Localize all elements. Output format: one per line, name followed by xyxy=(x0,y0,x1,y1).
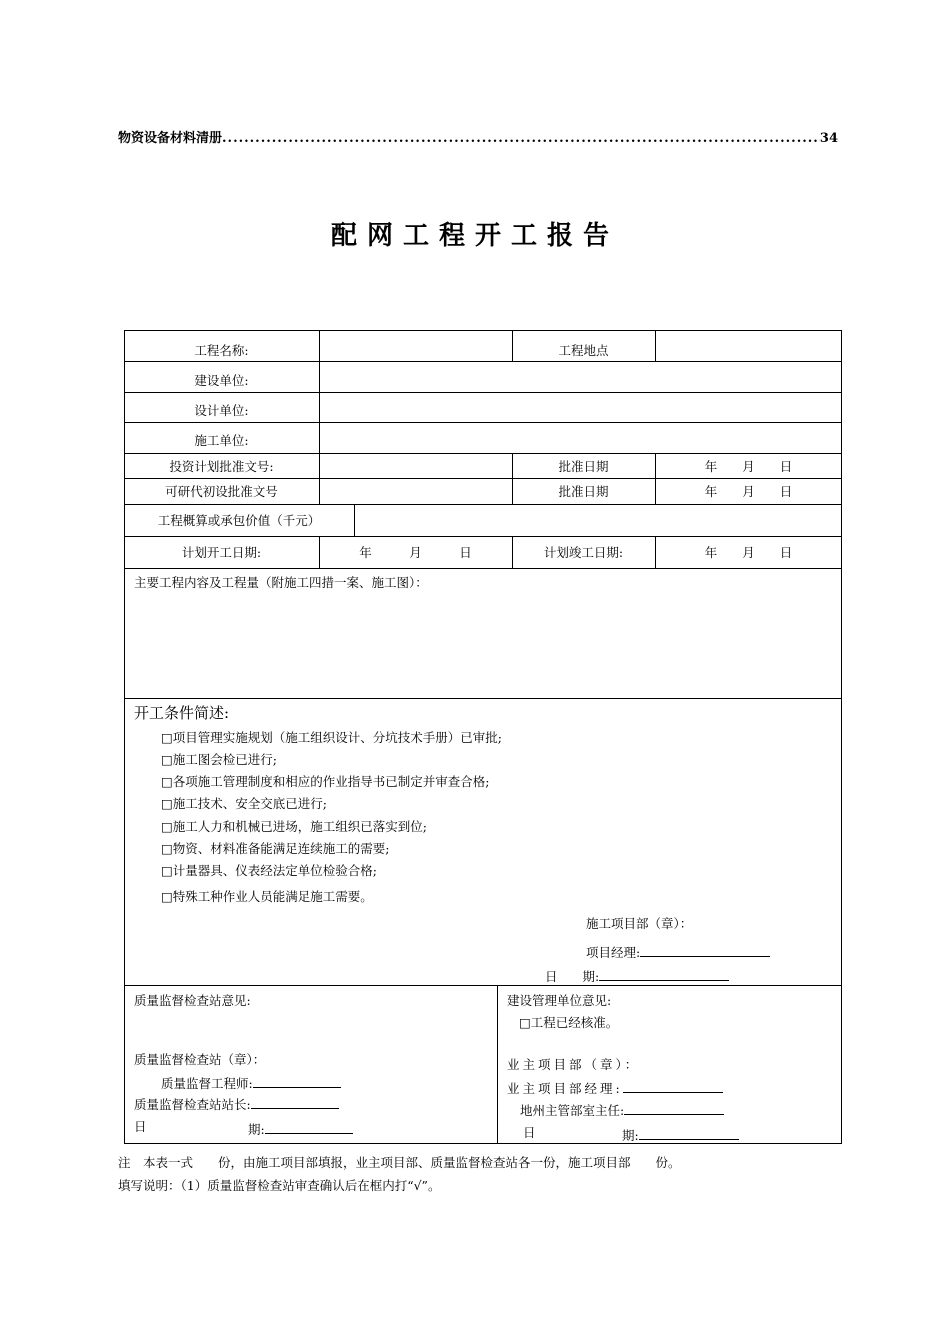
label-conditions-date: 日 期: xyxy=(545,969,600,984)
conditions-date xyxy=(545,968,729,984)
label-owner-date: 期: xyxy=(622,1128,639,1143)
owner-manager-signature xyxy=(507,1080,723,1096)
condition-item[interactable]: □计量器具、仪表经法定单位检验合格; xyxy=(161,863,378,878)
planned-start-field[interactable]: 年 月 日 xyxy=(359,545,472,560)
condition-item[interactable]: □施工人力和机械已进场，施工组织已落实到位; xyxy=(161,819,428,834)
toc-leader xyxy=(222,131,820,146)
label-owner-manager: 业主项目部经理: xyxy=(507,1081,623,1096)
owner-director-signature xyxy=(520,1102,724,1118)
note-fill-instructions: 填写说明：（1）质量监督检查站审查确认后在框内打“√”。 xyxy=(118,1178,441,1193)
row-divider xyxy=(124,698,842,699)
owner-director-line[interactable] xyxy=(624,1102,724,1115)
planned-finish-field[interactable]: 年 月 日 xyxy=(704,545,793,560)
condition-item[interactable]: □施工图会检已进行; xyxy=(161,752,278,767)
condition-item[interactable]: □施工技术、安全交底已进行; xyxy=(161,796,328,811)
label-owner-director: 地州主管部室主任: xyxy=(520,1103,625,1118)
label-investment-doc: 投资计划批准文号: xyxy=(169,458,274,474)
note-copies: 注 本表一式 份，由施工项目部填报，业主项目部、质量监督检查站各一份，施工项目部 份。 xyxy=(118,1155,681,1170)
row-divider xyxy=(124,985,842,986)
label-construction-unit: 建设单位: xyxy=(194,373,249,388)
label-feasibility-doc: 可研代初设批准文号 xyxy=(165,484,278,499)
feasibility-doc-field[interactable] xyxy=(319,478,512,504)
toc-label: 物资设备材料清册 xyxy=(118,131,223,146)
quality-engineer-signature xyxy=(161,1075,341,1091)
label-builder-unit: 施工单位: xyxy=(194,433,249,448)
label-project-manager: 项目经理: xyxy=(586,945,641,960)
condition-item[interactable]: □特殊工种作业人员能满足施工需要。 xyxy=(161,889,373,904)
construction-unit-field[interactable] xyxy=(319,361,842,392)
owner-dept-seal: 业主项目部（章）： xyxy=(507,1057,641,1072)
toc-entry[interactable] xyxy=(118,127,838,146)
label-approval-date-1: 批准日期 xyxy=(558,458,609,474)
label-quality-engineer: 质量监督工程师: xyxy=(161,1076,253,1091)
label-project-site: 工程地点 xyxy=(558,343,609,358)
label-quality-opinion: 质量监督检查站意见: xyxy=(134,993,251,1008)
project-manager-signature xyxy=(586,944,770,960)
project-name-field[interactable] xyxy=(319,330,512,361)
label-main-content: 主要工程内容及工程量（附施工四措一案、施工图）： xyxy=(134,575,428,590)
condition-item[interactable]: □物资、材料准备能满足连续施工的需要; xyxy=(161,841,390,856)
label-approval-date-2: 批准日期 xyxy=(558,484,609,499)
quality-date-left: 日 xyxy=(134,1119,147,1134)
quality-station-seal: 质量监督检查站（章）： xyxy=(134,1052,266,1067)
budget-field[interactable] xyxy=(354,504,842,536)
quality-date xyxy=(248,1121,353,1137)
label-budget: 工程概算或承包价值（千元） xyxy=(157,513,321,528)
label-project-name: 工程名称: xyxy=(194,343,249,358)
approval-date-1-field[interactable]: 年 月 日 xyxy=(704,458,793,474)
condition-item[interactable]: □项目管理实施规划（施工组织设计、分坑技术手册）已审批; xyxy=(161,730,503,745)
quality-chief-signature xyxy=(134,1096,339,1112)
investment-doc-field[interactable] xyxy=(319,453,512,478)
quality-date-line[interactable] xyxy=(265,1121,353,1134)
conditions-heading: 开工条件简述: xyxy=(134,704,230,722)
builder-dept-seal: 施工项目部（章）： xyxy=(586,916,693,931)
project-manager-line[interactable] xyxy=(640,944,770,957)
condition-item[interactable]: □各项施工管理制度和相应的作业指导书已制定并审查合格; xyxy=(161,774,490,789)
col-divider xyxy=(497,985,498,1144)
project-site-field[interactable] xyxy=(655,330,842,361)
label-quality-date: 期: xyxy=(248,1122,265,1137)
approval-date-2-field[interactable]: 年 月 日 xyxy=(704,484,793,499)
owner-manager-line[interactable] xyxy=(623,1080,723,1093)
label-planned-finish: 计划竣工日期: xyxy=(543,545,624,560)
label-planned-start: 计划开工日期: xyxy=(181,545,262,560)
design-unit-field[interactable] xyxy=(319,392,842,422)
toc-page-number: 34 xyxy=(819,131,838,146)
document-title: 配网工程开工报告 xyxy=(330,221,619,251)
owner-approved-checkbox[interactable]: □工程已经核准。 xyxy=(519,1015,619,1030)
row-divider xyxy=(124,568,842,569)
quality-engineer-line[interactable] xyxy=(253,1075,341,1088)
owner-date xyxy=(622,1127,739,1143)
quality-chief-line[interactable] xyxy=(251,1096,339,1109)
label-quality-chief: 质量监督检查站站长: xyxy=(134,1097,251,1112)
label-owner-opinion: 建设管理单位意见: xyxy=(507,993,612,1008)
owner-date-line[interactable] xyxy=(639,1127,739,1140)
label-design-unit: 设计单位: xyxy=(194,403,249,418)
conditions-date-line[interactable] xyxy=(599,968,729,981)
builder-unit-field[interactable] xyxy=(319,422,842,453)
owner-date-left: 日 xyxy=(523,1125,536,1140)
